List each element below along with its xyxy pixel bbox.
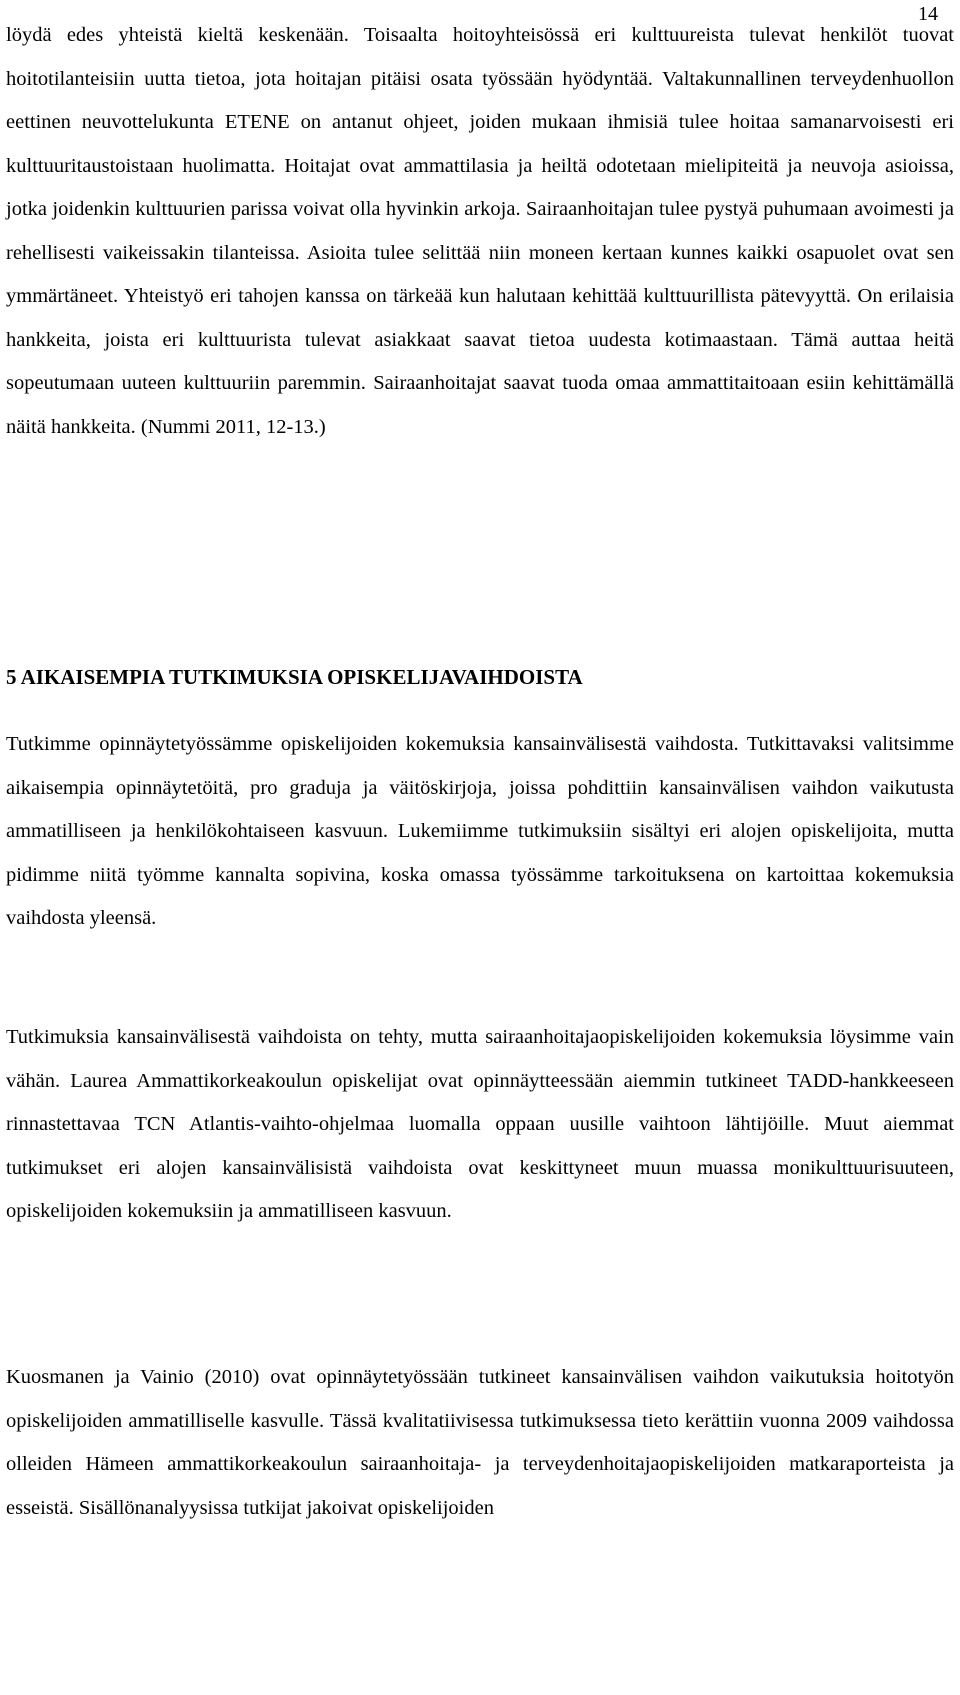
body-paragraph: Tutkimuksia kansainvälisestä vaihdoista on tehty, mutta sairaanhoitajaopiskelijoiden kokemuksia löysimme vain vähän. Laurea Ammattikorkeakoulun opiskelijat ovat opinnäytteessään aiemmin tutkineet TADD-hankkeeseen rinnastettavaa TCN Atlantis-vaihto-ohjelmaa luomalla oppaan uusille vaihtoon lähtijöille. Muut aiemmat tutkimukset eri alojen kansainvälisistä vaihdoista ovat keskittyneet muun muassa monikulttuurisuuteen, opiskelijoiden kokemuksiin ja ammatilliseen kasvuun.	[6, 1026, 954, 1222]
section-heading: 5 AIKAISEMPIA TUTKIMUKSIA OPISKELIJAVAIHDOISTA	[6, 665, 583, 689]
body-paragraph: Kuosmanen ja Vainio (2010) ovat opinnäytetyössään tutkineet kansainvälisen vaihdon vaikutuksia hoitotyön opiskelijoiden ammatilliselle kasvulle. Tässä kvalitatiivisessa tutkimuksessa tieto kerättiin vuonna 2009 vaihdossa olleiden Hämeen ammattikorkeakoulun sairaanhoitaja- ja terveydenhoitajaopiskelijoiden matkaraporteista ja esseistä. Sisällönanalyysissa tutkijat jakoivat opiskelijoiden	[6, 1366, 954, 1519]
body-paragraph: Tutkimme opinnäytetyössämme opiskelijoiden kokemuksia kansainvälisestä vaihdosta. Tutkittavaksi valitsimme aikaisempia opinnäytetöitä, pro graduja ja väitöskirjoja, joissa pohdittiin kansainvälisen vaihdon vaikutusta ammatilliseen ja henkilökohtaiseen kasvuun. Lukemiimme tutkimuksiin sisältyi eri alojen opiskelijoita, mutta pidimme niitä työmme kannalta sopivina, koska omassa työssämme tarkoituksena on kartoittaa kokemuksia vaihdosta yleensä.	[6, 733, 954, 929]
body-paragraph: löydä edes yhteistä kieltä keskenään. Toisaalta hoitoyhteisössä eri kulttuureista tulevat henkilöt tuovat hoitotilanteisiin uutta tietoa, jota hoitajan pitäisi osata työssään hyödyntää. Valtakunnallinen terveydenhuollon eettinen neuvottelukunta ETENE on antanut ohjeet, joiden mukaan ihmisiä tulee hoitaa samanarvoisesti eri kulttuuritaustoistaan huolimatta. Hoitajat ovat ammattilasia ja heiltä odotetaan mielipiteitä ja neuvoja asioissa, jotka joidenkin kulttuurien parissa voivat olla hyvinkin arkoja. Sairaanhoitajan tulee pystyä puhumaan avoimesti ja rehellisesti vaikeissakin tilanteissa. Asioita tulee selittää niin moneen kertaan kunnes kaikki osapuolet ovat sen ymmärtäneet. Yhteistyö eri tahojen kanssa on tärkeää kun halutaan kehittää kulttuurillista pätevyyttä. On erilaisia hankkeita, joista eri kulttuurista tulevat asiakkaat saavat tietoa uudesta kotimaastaan. Tämä auttaa heitä sopeutumaan uuteen kulttuuriin paremmin. Sairaanhoitajat saavat tuoda omaa ammattitaitoaan esiin kehittämällä näitä hankkeita. (Nummi 2011, 12-13.)	[6, 24, 954, 438]
page-number: 14	[918, 3, 938, 25]
